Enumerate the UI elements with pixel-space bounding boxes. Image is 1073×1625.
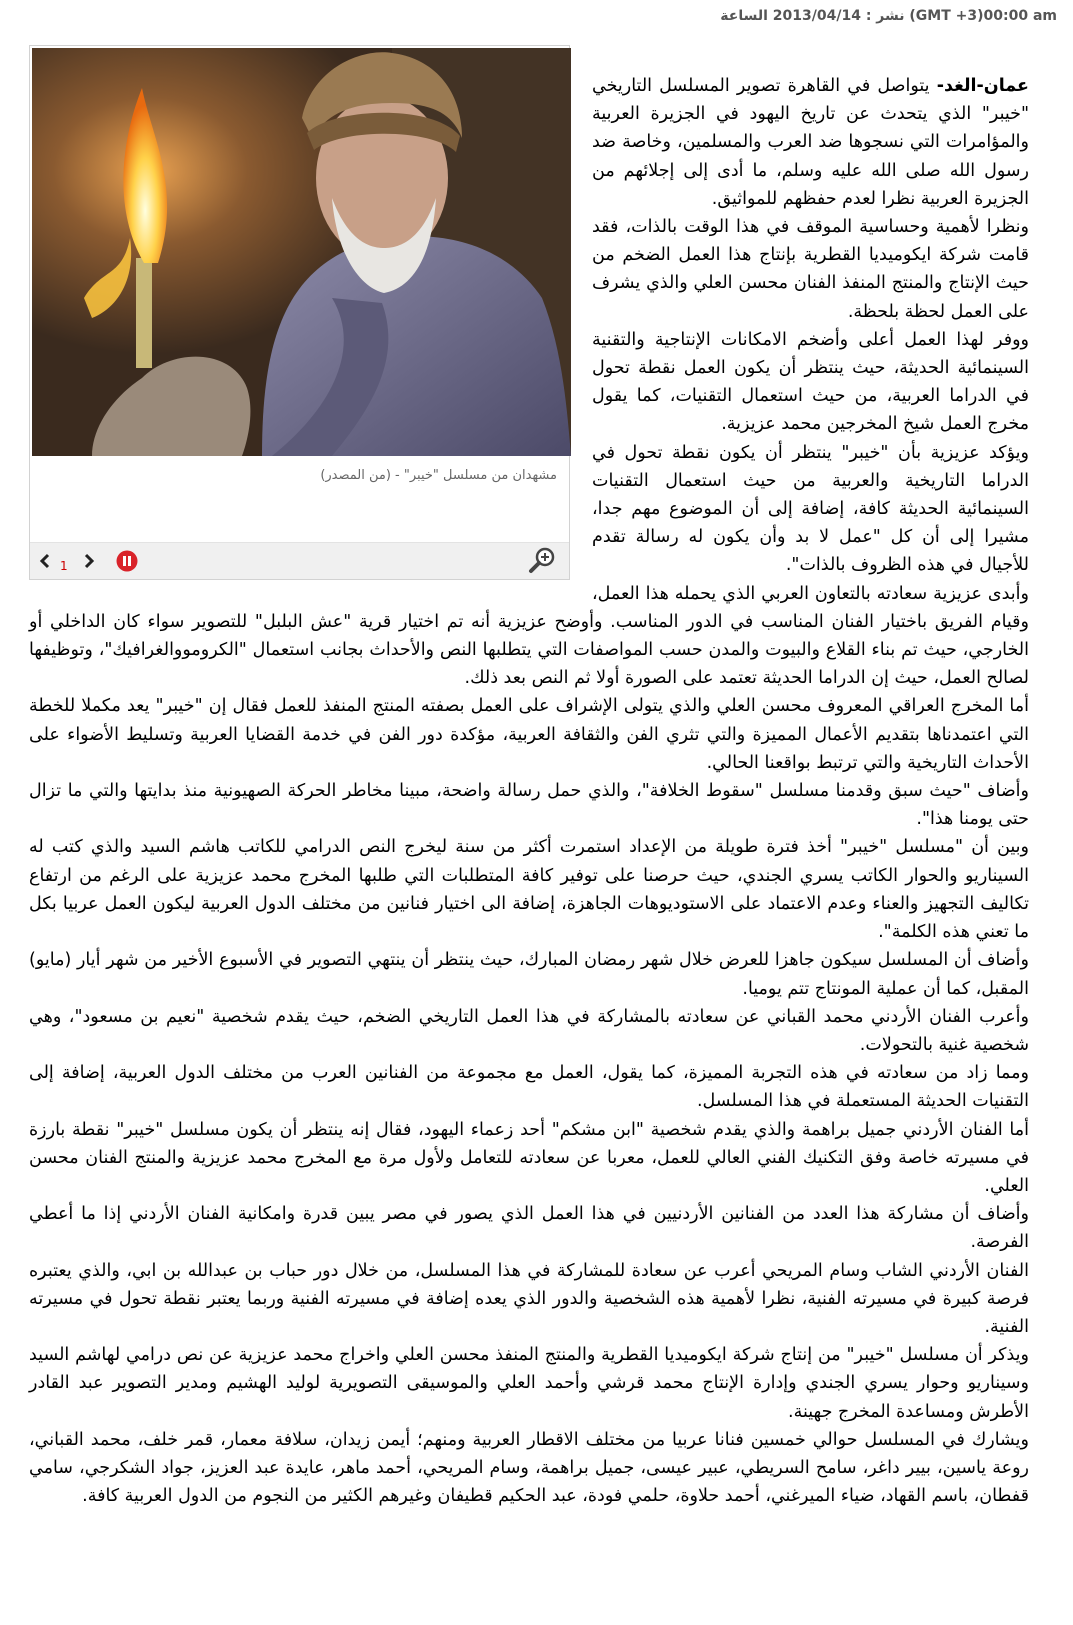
article-paragraph: وأضاف أن المسلسل سيكون جاهزا للعرض خلال شهر رمضان المبارك، حيث ينتظر أن ينتهي التصوير في الأسبوع الأخير من شهر أيار (مايو) المقبل، كما أن عملية المونتاج تتم يوميا. (29, 950, 1029, 999)
article-paragraph: أما المخرج العراقي المعروف محسن العلي والذي يتولى الإشراف على العمل بصفته المنتج المنفذ للعمل فقال إن "خيبر" يعد مكملا للخطة التي اعتمدناها بتقديم الأعمال المميزة والتي تثري الفن والثقافة العربية، مؤكدة دور الفن في خدمة القضايا العربية وتسليط الأضواء على الأحداث التاريخية والتي ترتبط بواقعنا الحالي. (29, 696, 1029, 773)
article-paragraph: وبين أن "مسلسل "خيبر" أخذ فترة طويلة من الإعداد استمرت أكثر من سنة ليخرج النص الدرامي للكاتب هاشم السيد والذي كتب له السيناريو والحوار الكاتب يسري الجندي، حيث حرصنا على توفير كافة المتطلبات التي طلبها المخرج محمد عزيزية على الرغم من ارتفاع تكاليف التجهيز والعناء وعدم الاعتماد على الاستوديوهات الجاهزة، إضافة الى اختيار فنانين من مختلف الدول العربية ليكون العمل عربيا بكل ما تعني هذه الكلمة". (29, 837, 1029, 943)
zoom-icon[interactable] (527, 545, 557, 575)
publish-label: نشر : (865, 8, 905, 24)
article-paragraph: وأبدى عزيزية سعادته بالتعاون العربي الذي يحمله هذا العمل، وقيام الفريق باختيار الفنان المناسب في الدور المناسب. وأوضح عزيزية أنه تم اختيار قرية "عش البلبل" للتصوير سواء كان الداخلي أو الخارجي، حيث تم بناء القلاع والبيوت والمدن حسب المواصفات التي يتطلبها النص والأحداث بجانب استعمال "الكرومووالغرافيك"، وتوظيفها لصالح العمل، حيث إن الدراما الحديثة تعتمد على الصورة أولا ثم النص بعد ذلك. (29, 583, 1029, 689)
publish-time: 00:00 am (983, 8, 1057, 24)
image-gallery (29, 45, 570, 580)
chevron-left-icon[interactable] (38, 552, 52, 570)
chevron-right-icon[interactable] (82, 552, 96, 570)
pause-icon[interactable] (116, 550, 138, 572)
article-paragraph: ويؤكد عزيزية بأن "خيبر" ينتظر أن يكون نقطة تحول في الدراما التاريخية والعربية من حيث استعمال التقنيات السينمائية الحديثة كافة، إضافة إلى أن الموضوع مهم جدا، مشيرا إلى أن كل "عمل لا بد وأن يكون له رسالة تقدم للأجيال في هذه الظروف بالذات". (592, 442, 1029, 576)
article-paragraph: أما الفنان الأردني جميل براهمة والذي يقدم شخصية "ابن مشكم" أحد زعماء اليهود، فقال إنه ينتظر أن يكون مسلسل "خيبر" نقطة بارزة في مسيرته خاصة وفق التكنيك الفني العالي للعمل، معربا عن سعادته للتعامل ولأول مرة مع المخرج محمد عزيزية والمنتج الفنان محسن العلي. (29, 1119, 1029, 1196)
article-lead: عمان-الغد- (936, 76, 1029, 96)
article-paragraph: ومما زاد من سعادته في هذه التجربة المميزة، كما يقول، العمل مع مجموعة من الفنانين العرب من مختلف الدول العربية، إضافة إلى التقنيات الحديثة المستعملة في هذا المسلسل. (29, 1063, 1029, 1112)
publish-date: 2013/04/14 (772, 8, 861, 24)
gallery-caption: مشهدان من مسلسل "خيبر" - (من المصدر) (320, 468, 557, 483)
publish-gmt: (GMT +3) (909, 8, 984, 24)
article-paragraph: وأضاف أن مشاركة هذا العدد من الفنانين الأردنيين في هذا العمل الذي يصور في مصر يبين قدرة وامكانية الفنان الأردني إذا ما أعطي الفرصة. (29, 1204, 1029, 1253)
article-paragraph: الفنان الأردني الشاب وسام المريحي أعرب عن سعادة للمشاركة في هذا المسلسل، من خلال دور حباب بن عبدالله بن ابي، والذي يعتبره فرصة كبيرة في مسيرته الفنية، نظرا لأهمية هذه الشخصية والدور الذي يعده إضافة في مسيرته الفنية وربما يعتبر نقطة تحول في مسيرته الفنية. (29, 1260, 1029, 1337)
article-paragraph: ويذكر أن مسلسل "خيبر" من إنتاج شركة ايكوميديا القطرية والمنتج المنفذ محسن العلي واخراج محمد عزيزية عن نص درامي لهاشم السيد وسيناريو وحوار يسري الجندي وإدارة الإنتاج محمد قرشي وأحمد العلي والموسيقى التصويرية لوليد الهشيم ومدير التصوير عبد القادر الأطرش ومساعدة المخرج جهينة. (29, 1345, 1029, 1422)
gallery-controls (30, 542, 569, 579)
article-paragraph: وأعرب الفنان الأردني محمد القباني عن سعادته بالمشاركة في هذا العمل التاريخي الضخم، حيث يقدم شخصية "نعيم بن مسعود"، وهي شخصية غنية بالتحولات. (29, 1006, 1029, 1055)
article-paragraph: ووفر لهذا العمل أعلى وأضخم الامكانات الإنتاجية والتقنية السينمائية الحديثة، حيث ينتظر أن يكون العمل نقطة تحول في الدراما العربية، من حيث استعمال التقنيات، كما يقول مخرج العمل شيخ المخرجين محمد عزيزية. (592, 329, 1029, 435)
gallery-photo[interactable] (32, 48, 571, 456)
gallery-counter: 1 (60, 559, 68, 573)
article-paragraph: ونظرا لأهمية وحساسية الموقف في هذا الوقت بالذات، فقد قامت شركة ايكوميديا القطرية بإنتاج هذا العمل الضخم من حيث الإنتاج والمنتج المنفذ الفنان محسن العلي والذي يشرف على العمل لحظة بلحظة. (592, 217, 1029, 322)
article-body (29, 72, 1029, 1510)
article-paragraph: ويشارك في المسلسل حوالي خمسين فنانا عربيا من مختلف الاقطار العربية ومنهم؛ أيمن زيدان، سلافة معمار، قمر خلف، محمد القباني، روعة ياسين، بيير داغر، سامح السريطي، عبير عيسى، جميل براهمة، وسام المريحي، أحمد ماهر، عايدة عبد العزيز، جواد الشكرجي، سامي قفطان، باسم القهاد، ضياء الميرغني، أحمد حلاوة، حلمي فودة، عبد الحكيم قطيفان وغيرهم الكثير من النجوم من الدول العربية كافة. (29, 1429, 1029, 1507)
publish-meta (16, 8, 1057, 24)
publish-time-label: الساعة (720, 8, 768, 24)
article-paragraph: وأضاف "حيث سبق وقدمنا مسلسل "سقوط الخلافة"، والذي حمل رسالة واضحة، مبينا مخاطر الحركة الصهيونية منذ بدايتها والتي ما تزال حتى يومنا هذا". (29, 781, 1029, 830)
article-first-text: يتواصل في القاهرة تصوير المسلسل التاريخي "خيبر" الذي يتحدث عن تاريخ اليهود في الجزيرة العربية والمؤامرات التي نسجوها ضد العرب والمسلمين، وخاصة ضد رسول الله صلى الله عليه وسلم، ما أدى إلى إجلائهم من الجزيرة العربية نظرا لعدم حفظهم للمواثيق. (592, 76, 1029, 209)
